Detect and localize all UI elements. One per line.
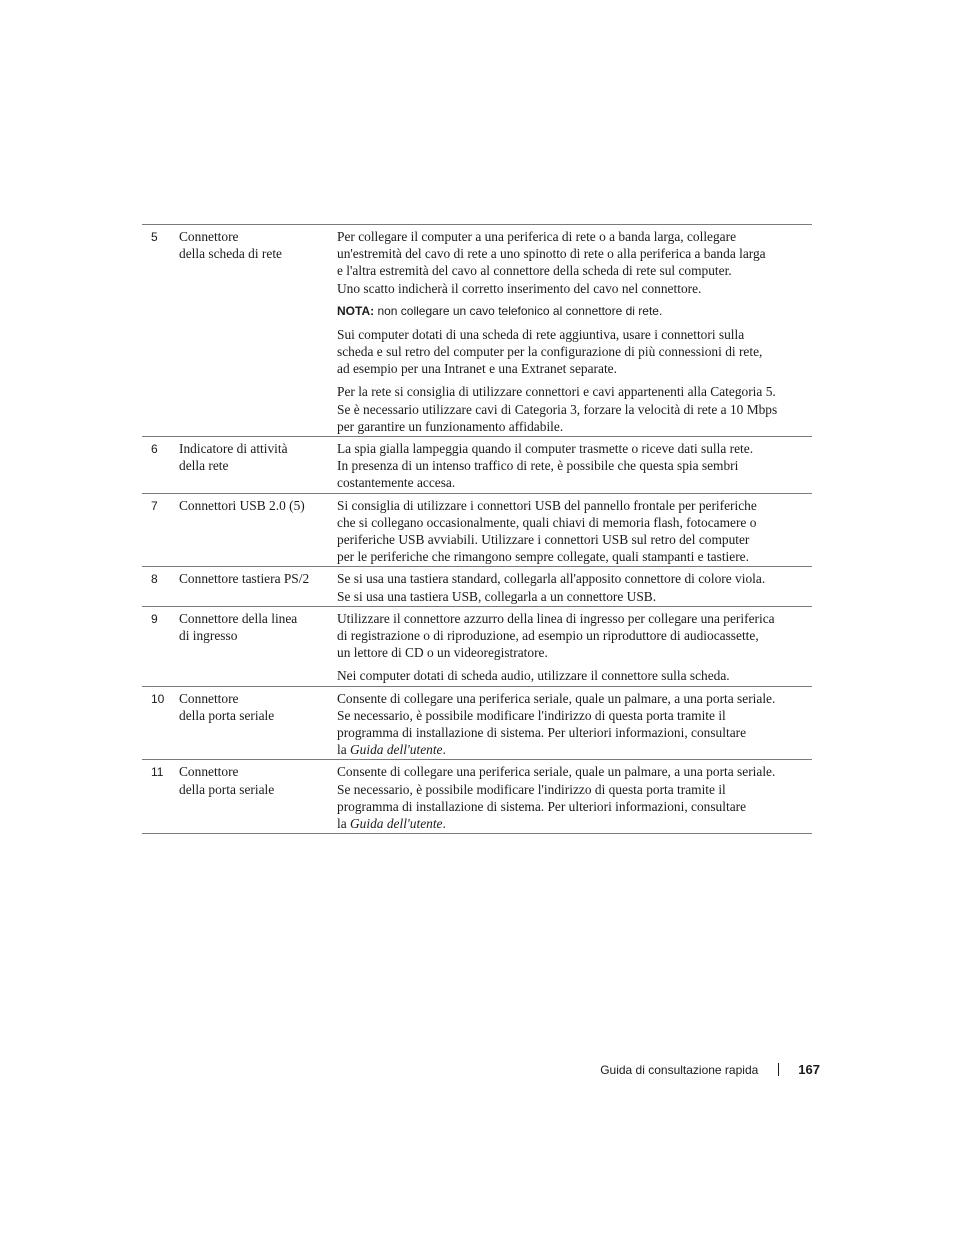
line-prefix: la bbox=[337, 742, 351, 758]
description-line: Consente di collegare una periferica seriale, quale un palmare, a una porta seriale. bbox=[337, 690, 776, 706]
connector-name bbox=[179, 228, 337, 435]
description-line: costantemente accesa. bbox=[337, 475, 456, 491]
note-text: non collegare un cavo telefonico al connettore di rete. bbox=[374, 303, 663, 318]
description-line: Utilizzare il connettore azzurro della linea di ingresso per collegare una periferica bbox=[337, 610, 775, 626]
connector-name bbox=[179, 497, 337, 566]
footer-separator bbox=[778, 1063, 779, 1076]
connector-table bbox=[142, 224, 812, 834]
description-line: Se necessario, è possibile modificare l'indirizzo di questa porta tramite il bbox=[337, 707, 726, 723]
table-row bbox=[142, 225, 812, 437]
description-line: che si collegano occasionalmente, quali chiavi di memoria flash, fotocamere o bbox=[337, 514, 757, 530]
connector-name bbox=[179, 610, 337, 685]
description-paragraph bbox=[337, 570, 812, 604]
description-line: programma di installazione di sistema. Per ulteriori informazioni, consultare bbox=[337, 798, 747, 814]
description-paragraph bbox=[337, 690, 812, 759]
table-row bbox=[142, 494, 812, 568]
note bbox=[337, 303, 812, 320]
note-label: NOTA: bbox=[337, 303, 375, 318]
connector-name-line: Connettore della linea bbox=[179, 610, 298, 626]
connector-description bbox=[337, 690, 812, 759]
description-line: In presenza di un intenso traffico di rete, è possibile che questa spia sembri bbox=[337, 458, 739, 474]
description-line: un lettore di CD o un videoregistratore. bbox=[337, 645, 548, 661]
connector-name-line: Connettore tastiera PS/2 bbox=[179, 571, 310, 587]
table-row bbox=[142, 437, 812, 494]
description-line: ad esempio per una Intranet e una Extranet separate. bbox=[337, 361, 617, 377]
connector-name-line: di ingresso bbox=[179, 628, 238, 644]
connector-name-line: Indicatore di attività bbox=[179, 441, 288, 457]
description-paragraph bbox=[337, 667, 812, 684]
description-line: Se necessario, è possibile modificare l'indirizzo di questa porta tramite il bbox=[337, 781, 726, 797]
description-line: e l'altra estremità del cavo al connettore della scheda di rete sul computer. bbox=[337, 263, 732, 279]
description-line: Sui computer dotati di una scheda di rete aggiuntiva, usare i connettori sulla bbox=[337, 326, 745, 342]
page-footer bbox=[600, 1062, 820, 1077]
description-line: Per la rete si consiglia di utilizzare connettori e cavi appartenenti alla Categoria 5. bbox=[337, 384, 776, 400]
description-line: per garantire un funzionamento affidabile. bbox=[337, 418, 564, 434]
description-line: Se si usa una tastiera standard, collegarla all'apposito connettore di colore viola. bbox=[337, 571, 766, 587]
connector-description bbox=[337, 763, 812, 832]
connector-description bbox=[337, 610, 812, 685]
description-line: La spia gialla lampeggia quando il computer trasmette o riceve dati sulla rete. bbox=[337, 441, 754, 457]
description-line: un'estremità del cavo di rete a uno spinotto di rete o alla periferica a banda larga bbox=[337, 246, 766, 262]
guide-reference: Guida dell'utente bbox=[350, 816, 443, 832]
connector-name bbox=[179, 763, 337, 832]
description-line: Se si usa una tastiera USB, collegarla a un connettore USB. bbox=[337, 588, 657, 604]
connector-description bbox=[337, 440, 812, 492]
description-line: Nei computer dotati di scheda audio, utilizzare il connettore sulla scheda. bbox=[337, 668, 730, 684]
guide-reference: Guida dell'utente bbox=[350, 742, 443, 758]
connector-name-line: della rete bbox=[179, 458, 229, 474]
connector-description bbox=[337, 228, 812, 435]
connector-name bbox=[179, 440, 337, 492]
connector-name-line: Connettore bbox=[179, 690, 239, 706]
description-line: periferiche USB avviabili. Utilizzare i connettori USB sul retro del computer bbox=[337, 532, 750, 548]
line-suffix: . bbox=[442, 816, 446, 832]
description-line: Si consiglia di utilizzare i connettori USB del pannello frontale per periferiche bbox=[337, 497, 757, 513]
connector-name-line: Connettore bbox=[179, 229, 239, 244]
connector-name bbox=[179, 570, 337, 604]
table-row bbox=[142, 687, 812, 761]
page-number: 167 bbox=[798, 1062, 820, 1077]
line-suffix: . bbox=[442, 742, 446, 758]
connector-name-line: Connettore bbox=[179, 764, 239, 780]
description-line: Consente di collegare una periferica seriale, quale un palmare, a una porta seriale. bbox=[337, 764, 776, 780]
description-line: Uno scatto indicherà il corretto inserimento del cavo nel connettore. bbox=[337, 280, 702, 296]
row-number: 11 bbox=[151, 765, 164, 780]
connector-name bbox=[179, 690, 337, 759]
description-paragraph bbox=[337, 383, 812, 435]
description-line bbox=[337, 815, 812, 832]
line-prefix: la bbox=[337, 816, 351, 832]
description-line: Se è necessario utilizzare cavi di Categoria 3, forzare la velocità di rete a 10 Mbps bbox=[337, 401, 778, 417]
description-line: scheda e sul retro del computer per la configurazione di più connessioni di rete, bbox=[337, 344, 763, 360]
description-paragraph bbox=[337, 763, 812, 832]
description-line bbox=[337, 741, 812, 758]
table-row bbox=[142, 760, 812, 834]
description-line: per le periferiche che rimangono sempre collegate, quali stampanti e tastiere. bbox=[337, 549, 749, 565]
row-number: 9 bbox=[151, 611, 158, 626]
connector-name-line: della porta seriale bbox=[179, 707, 275, 723]
row-number: 10 bbox=[151, 691, 165, 706]
row-number: 6 bbox=[151, 442, 158, 457]
description-paragraph bbox=[337, 440, 812, 492]
description-paragraph bbox=[337, 610, 812, 662]
table-row bbox=[142, 607, 812, 687]
row-number: 5 bbox=[151, 230, 158, 244]
description-line: programma di installazione di sistema. Per ulteriori informazioni, consultare bbox=[337, 725, 747, 741]
description-paragraph bbox=[337, 326, 812, 378]
row-number: 7 bbox=[151, 498, 158, 513]
footer-title: Guida di consultazione rapida bbox=[600, 1062, 759, 1077]
connector-name-line: della scheda di rete bbox=[179, 246, 282, 262]
connector-description bbox=[337, 497, 812, 566]
description-paragraph bbox=[337, 497, 812, 566]
description-line: Per collegare il computer a una periferica di rete o a banda larga, collegare bbox=[337, 229, 737, 244]
connector-name-line: Connettori USB 2.0 (5) bbox=[179, 497, 305, 513]
connector-name-line: della porta seriale bbox=[179, 781, 275, 797]
table-row bbox=[142, 567, 812, 606]
description-paragraph bbox=[337, 228, 812, 297]
row-number: 8 bbox=[151, 572, 158, 587]
connector-description bbox=[337, 570, 812, 604]
description-line: di registrazione o di riproduzione, ad esempio un riproduttore di audiocassette, bbox=[337, 628, 759, 644]
